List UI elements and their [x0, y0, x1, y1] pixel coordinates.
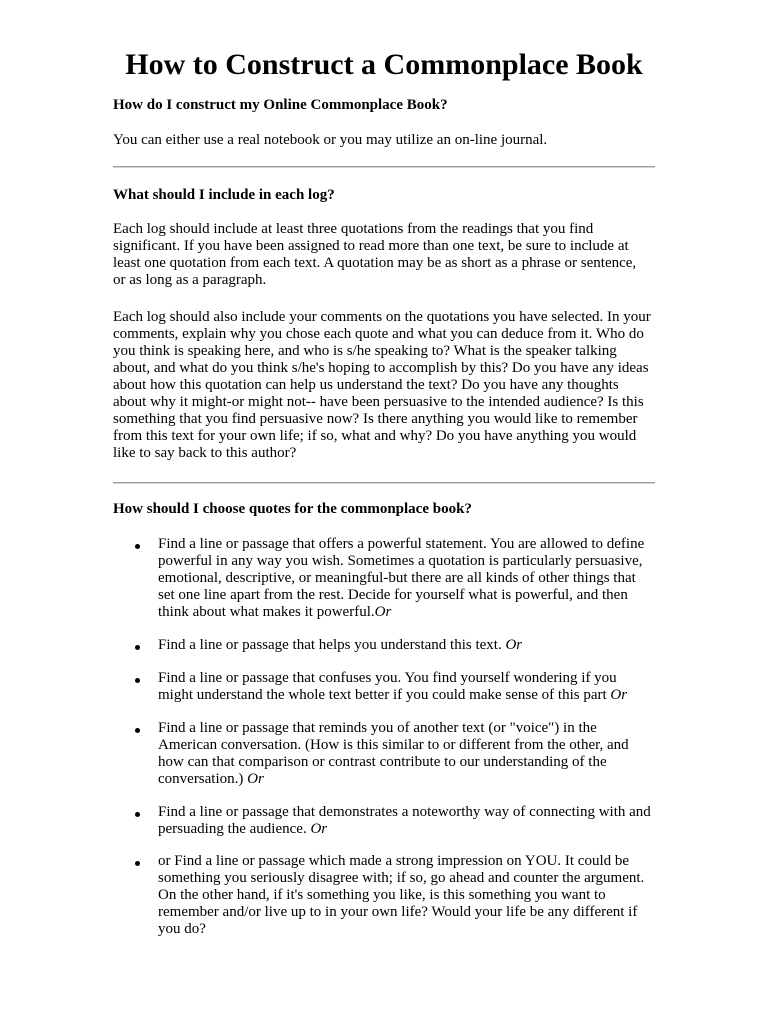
text-line: least one quotation from each text. A quotation may be as short as a phrase or sentence,: [113, 254, 637, 271]
text-line: Each log should also include your comments on the quotations you have selected. In your: [113, 308, 651, 325]
text-segment: think about what makes it powerful.: [158, 603, 375, 620]
bullet-marker: [135, 678, 140, 683]
bullet-marker: [135, 728, 140, 733]
bullet-marker: [135, 645, 140, 650]
list-item: [158, 720, 629, 788]
text-segment: conversation.): [158, 770, 244, 787]
section-divider: [113, 166, 655, 168]
text-line: American conversation. (How is this similar to or different from the other, and: [158, 736, 629, 753]
bullet-marker: [135, 544, 140, 549]
text-line: remember and/or live up to in your own life? Would your life be any different if: [158, 903, 638, 920]
text-line: you think is speaking here, and who is s/he speaking to? What is the speaker talking: [113, 342, 617, 359]
bullet-marker: [135, 861, 140, 866]
text-line: comments, explain why you chose each quote and what you can deduce from it. Who do: [113, 325, 644, 342]
page-title: How to Construct a Commonplace Book: [125, 48, 643, 81]
text-line: you do?: [158, 920, 206, 937]
text-line: from this text for your own life; if so, what and why? Do you have anything you would: [113, 428, 637, 445]
text-line: [158, 771, 629, 788]
or-connector: Or: [247, 770, 264, 787]
paragraph: [113, 221, 636, 289]
text-line: emotional, descriptive, or meaningful-but there are all kinds of other things that: [158, 569, 636, 586]
text-line: Find a line or passage that confuses you. You find yourself wondering if you: [158, 669, 617, 686]
text-line: like to say back to this author?: [113, 445, 297, 462]
text-line: [158, 604, 644, 621]
paragraph: [113, 132, 547, 149]
text-line: something you seriously disagree with; if so, go ahead and counter the argument.: [158, 869, 645, 886]
section-divider: [113, 482, 655, 484]
text-segment: might understand the whole text better if you could make sense of this part: [158, 686, 607, 703]
text-line: On the other hand, if it's something you like, is this something you want to: [158, 886, 606, 903]
paragraph: [113, 309, 651, 463]
text-line: [158, 821, 651, 838]
text-line: Find a line or passage that reminds you of another text (or "voice") in the: [158, 719, 597, 736]
text-line: [158, 687, 627, 704]
text-line: Find a line or passage that offers a powerful statement. You are allowed to define: [158, 535, 645, 552]
list-item: [158, 853, 644, 938]
section-heading: How should I choose quotes for the commonplace book?: [113, 500, 472, 517]
or-connector: Or: [505, 636, 523, 653]
list-item: [158, 637, 522, 654]
section-heading: How do I construct my Online Commonplace Book?: [113, 96, 448, 113]
text-line: You can either use a real notebook or you may utilize an on-line journal.: [113, 131, 548, 148]
or-connector: Or: [610, 686, 628, 703]
text-line: about how this quotation can help us understand the text? Do you have any thoughts: [113, 376, 619, 393]
text-line: set one line apart from the rest. Decide for yourself what is powerful, and then: [158, 586, 628, 603]
text-line: significant. If you have been assigned to read more than one text, be sure to include at: [113, 237, 629, 254]
text-line: or Find a line or passage which made a strong impression on YOU. It could be: [158, 852, 630, 869]
or-connector: Or: [374, 603, 392, 620]
text-line: Each log should include at least three quotations from the readings that you find: [113, 220, 594, 237]
or-connector: Or: [310, 820, 328, 837]
list-item: [158, 536, 644, 621]
text-line: about why it might-or might not-- have been persuasive to the intended audience? Is this: [113, 393, 644, 410]
text-line: [158, 637, 522, 654]
section-heading: What should I include in each log?: [113, 186, 335, 203]
list-item: [158, 804, 651, 838]
text-line: something that you find persuasive now? Is there anything you would like to remember: [113, 411, 638, 428]
text-line: powerful in any way you wish. Sometimes a quotation is particularly persuasive,: [158, 552, 643, 569]
text-segment: persuading the audience.: [158, 820, 307, 837]
text-segment: Find a line or passage that helps you understand this text.: [158, 636, 502, 653]
bullet-marker: [135, 812, 140, 817]
text-line: about, and what do you think s/he's hoping to accomplish by this? Do you have any ideas: [113, 359, 649, 376]
list-item: [158, 670, 627, 704]
text-line: how can that comparison or contrast contribute to our understanding of the: [158, 753, 607, 770]
text-line: or as long as a paragraph.: [113, 271, 267, 288]
text-line: Find a line or passage that demonstrates a noteworthy way of connecting with and: [158, 803, 651, 820]
